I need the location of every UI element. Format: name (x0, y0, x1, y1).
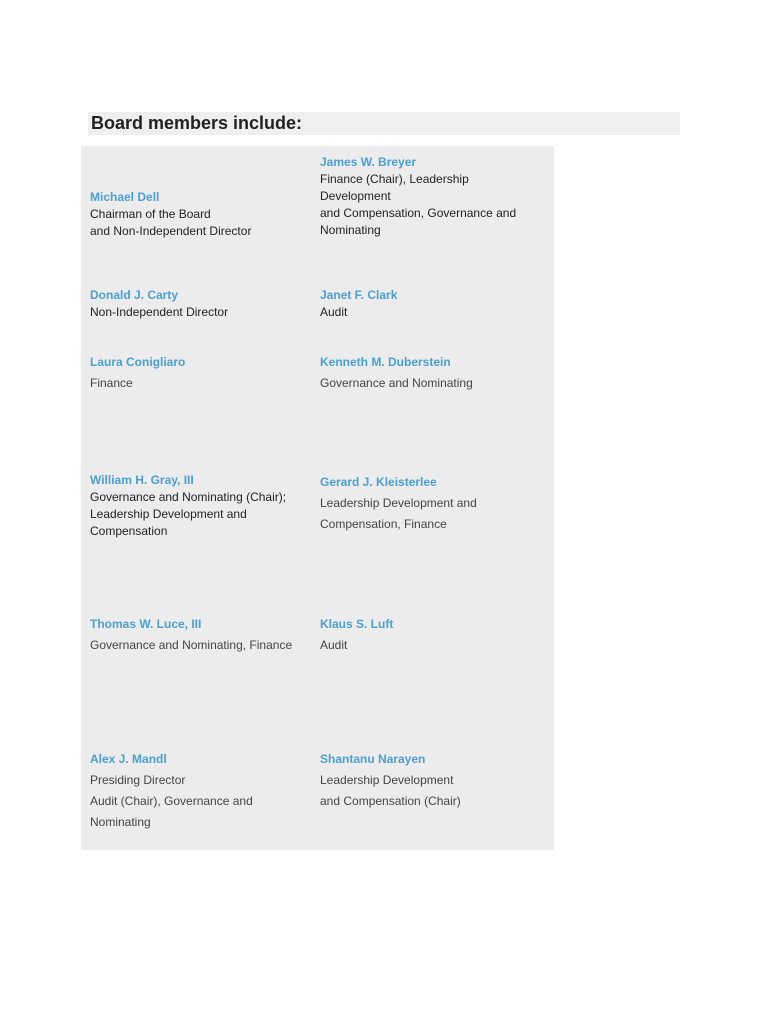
board-member-card (90, 354, 310, 394)
member-role-line: Development (320, 189, 391, 203)
board-member-card (320, 154, 545, 239)
member-name: Michael Dell (90, 190, 160, 204)
member-role-line: Leadership Development and (90, 507, 247, 521)
member-role-line: Audit (Chair), Governance and (90, 794, 253, 808)
member-name: Alex J. Mandl (90, 752, 167, 766)
board-member-card (320, 751, 540, 812)
board-member-card (320, 616, 540, 656)
member-role-line: Audit (320, 305, 348, 319)
member-name: Gerard J. Kleisterlee (320, 475, 437, 489)
board-member-card (90, 189, 310, 240)
member-role-line: Governance and Nominating (320, 376, 473, 390)
member-name: William H. Gray, III (90, 473, 194, 487)
board-member-card (90, 751, 310, 833)
member-name: Shantanu Narayen (320, 752, 426, 766)
board-member-card (320, 474, 540, 535)
member-role-line: Governance and Nominating, Finance (90, 638, 293, 652)
board-members-panel (81, 146, 554, 850)
board-member-card (90, 287, 310, 321)
board-member-card (90, 616, 310, 656)
page-title: Board members include: (91, 113, 303, 133)
board-member-card (320, 287, 540, 321)
member-name: Thomas W. Luce, III (90, 617, 202, 631)
member-name: Klaus S. Luft (320, 617, 394, 631)
member-name: Kenneth M. Duberstein (320, 355, 451, 369)
member-name: James W. Breyer (320, 155, 417, 169)
member-role-line: and Non-Independent Director (90, 224, 252, 238)
member-role-line: and Compensation, Governance and (320, 206, 517, 220)
member-role-line: Finance (90, 376, 133, 390)
member-role-line: Finance (Chair), Leadership (320, 172, 469, 186)
member-name: Laura Conigliaro (90, 355, 186, 369)
member-role-line: Compensation, Finance (320, 517, 447, 531)
member-name: Donald J. Carty (90, 288, 179, 302)
board-member-card (90, 472, 310, 540)
member-role-line: Nominating (320, 223, 381, 237)
member-role-line: Audit (320, 638, 348, 652)
member-role-line: and Compensation (Chair) (320, 794, 461, 808)
board-member-card (320, 354, 540, 394)
heading-bar (88, 112, 680, 135)
member-role-line: Presiding Director (90, 773, 186, 787)
member-role-line: Compensation (90, 524, 168, 538)
member-role-line: Governance and Nominating (Chair); (90, 490, 287, 504)
member-role-line: Non-Independent Director (90, 305, 229, 319)
member-role-line: Leadership Development (320, 773, 454, 787)
member-name: Janet F. Clark (320, 288, 398, 302)
member-role-line: Leadership Development and (320, 496, 477, 510)
member-role-line: Nominating (90, 815, 151, 829)
member-role-line: Chairman of the Board (90, 207, 211, 221)
